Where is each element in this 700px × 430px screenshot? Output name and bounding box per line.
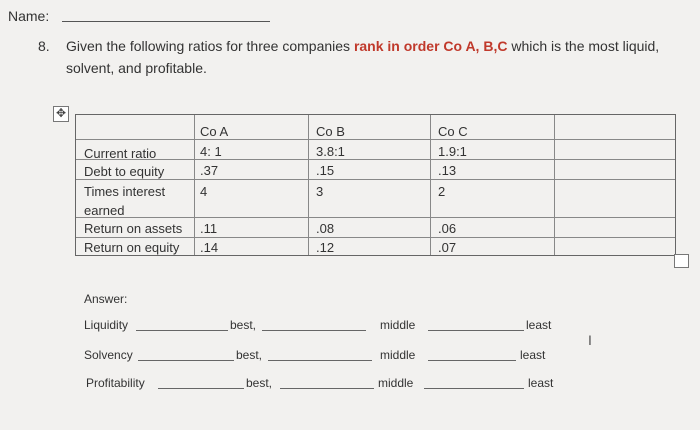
- table-cell: .37: [200, 163, 219, 178]
- answer-category-profitability: Profitability: [86, 376, 145, 390]
- profitability-least-input[interactable]: [424, 388, 524, 389]
- best-label: best,: [246, 376, 273, 390]
- best-label: best,: [230, 318, 257, 332]
- answer-category-solvency: Solvency: [84, 348, 133, 362]
- question-text: [66, 38, 659, 54]
- liquidity-middle-input[interactable]: [262, 330, 366, 331]
- middle-label: middle: [378, 376, 414, 390]
- middle-label: middle: [380, 318, 416, 332]
- table-cell: 3.8:1: [316, 144, 345, 159]
- row-label-return-on-equity: Return on equity: [84, 240, 180, 255]
- question-text-part1: Given the following ratios for three companies: [66, 38, 354, 54]
- answer-label: Answer:: [84, 292, 128, 306]
- column-header-co-b: Co B: [316, 124, 345, 139]
- table-cell: .08: [316, 221, 335, 236]
- move-cross-icon[interactable]: ✥: [53, 106, 69, 122]
- row-label-times-interest-line2: earned: [84, 203, 125, 218]
- row-label-times-interest: Times interest: [84, 184, 166, 199]
- column-header-co-a: Co A: [200, 124, 229, 139]
- table-cell: 4: 1: [200, 144, 222, 159]
- row-label-debt-to-equity: Debt to equity: [84, 164, 165, 179]
- table-cell: .14: [200, 240, 219, 255]
- least-label: least: [526, 318, 552, 332]
- solvency-middle-input[interactable]: [268, 360, 372, 361]
- middle-label: middle: [380, 348, 416, 362]
- question-text-line2: solvent, and profitable.: [66, 60, 207, 76]
- question-number: 8.: [38, 38, 50, 54]
- name-input-line[interactable]: [62, 21, 270, 22]
- table-cell: 2: [438, 184, 446, 199]
- text-cursor-icon: I: [588, 332, 592, 348]
- row-label-current-ratio: Current ratio: [84, 146, 157, 161]
- ratio-table: [75, 114, 676, 256]
- best-label: best,: [236, 348, 263, 362]
- table-cell: 1.9:1: [438, 144, 467, 159]
- answer-category-liquidity: Liquidity: [84, 318, 129, 332]
- table-cell: 3: [316, 184, 324, 199]
- table-cell: .12: [316, 240, 335, 255]
- table-cell: 4: [200, 184, 208, 199]
- question-highlight: rank in order Co A, B,C: [353, 38, 508, 54]
- question-text-part2: which is the most liquid,: [507, 38, 660, 54]
- solvency-best-input[interactable]: [138, 360, 234, 361]
- name-label: Name:: [8, 8, 50, 24]
- liquidity-best-input[interactable]: [136, 330, 228, 331]
- profitability-middle-input[interactable]: [280, 388, 374, 389]
- table-cell: .13: [438, 163, 457, 178]
- row-label-return-on-assets: Return on assets: [84, 221, 183, 236]
- liquidity-least-input[interactable]: [428, 330, 524, 331]
- solvency-least-input[interactable]: [428, 360, 516, 361]
- least-label: least: [520, 348, 546, 362]
- table-cell: .07: [438, 240, 457, 255]
- table-cell: .15: [316, 163, 335, 178]
- profitability-best-input[interactable]: [158, 388, 244, 389]
- column-header-co-c: Co C: [438, 124, 468, 139]
- table-resize-handle[interactable]: [674, 254, 689, 268]
- least-label: least: [528, 376, 554, 390]
- table-cell: .06: [438, 221, 457, 236]
- table-cell: .11: [200, 221, 218, 236]
